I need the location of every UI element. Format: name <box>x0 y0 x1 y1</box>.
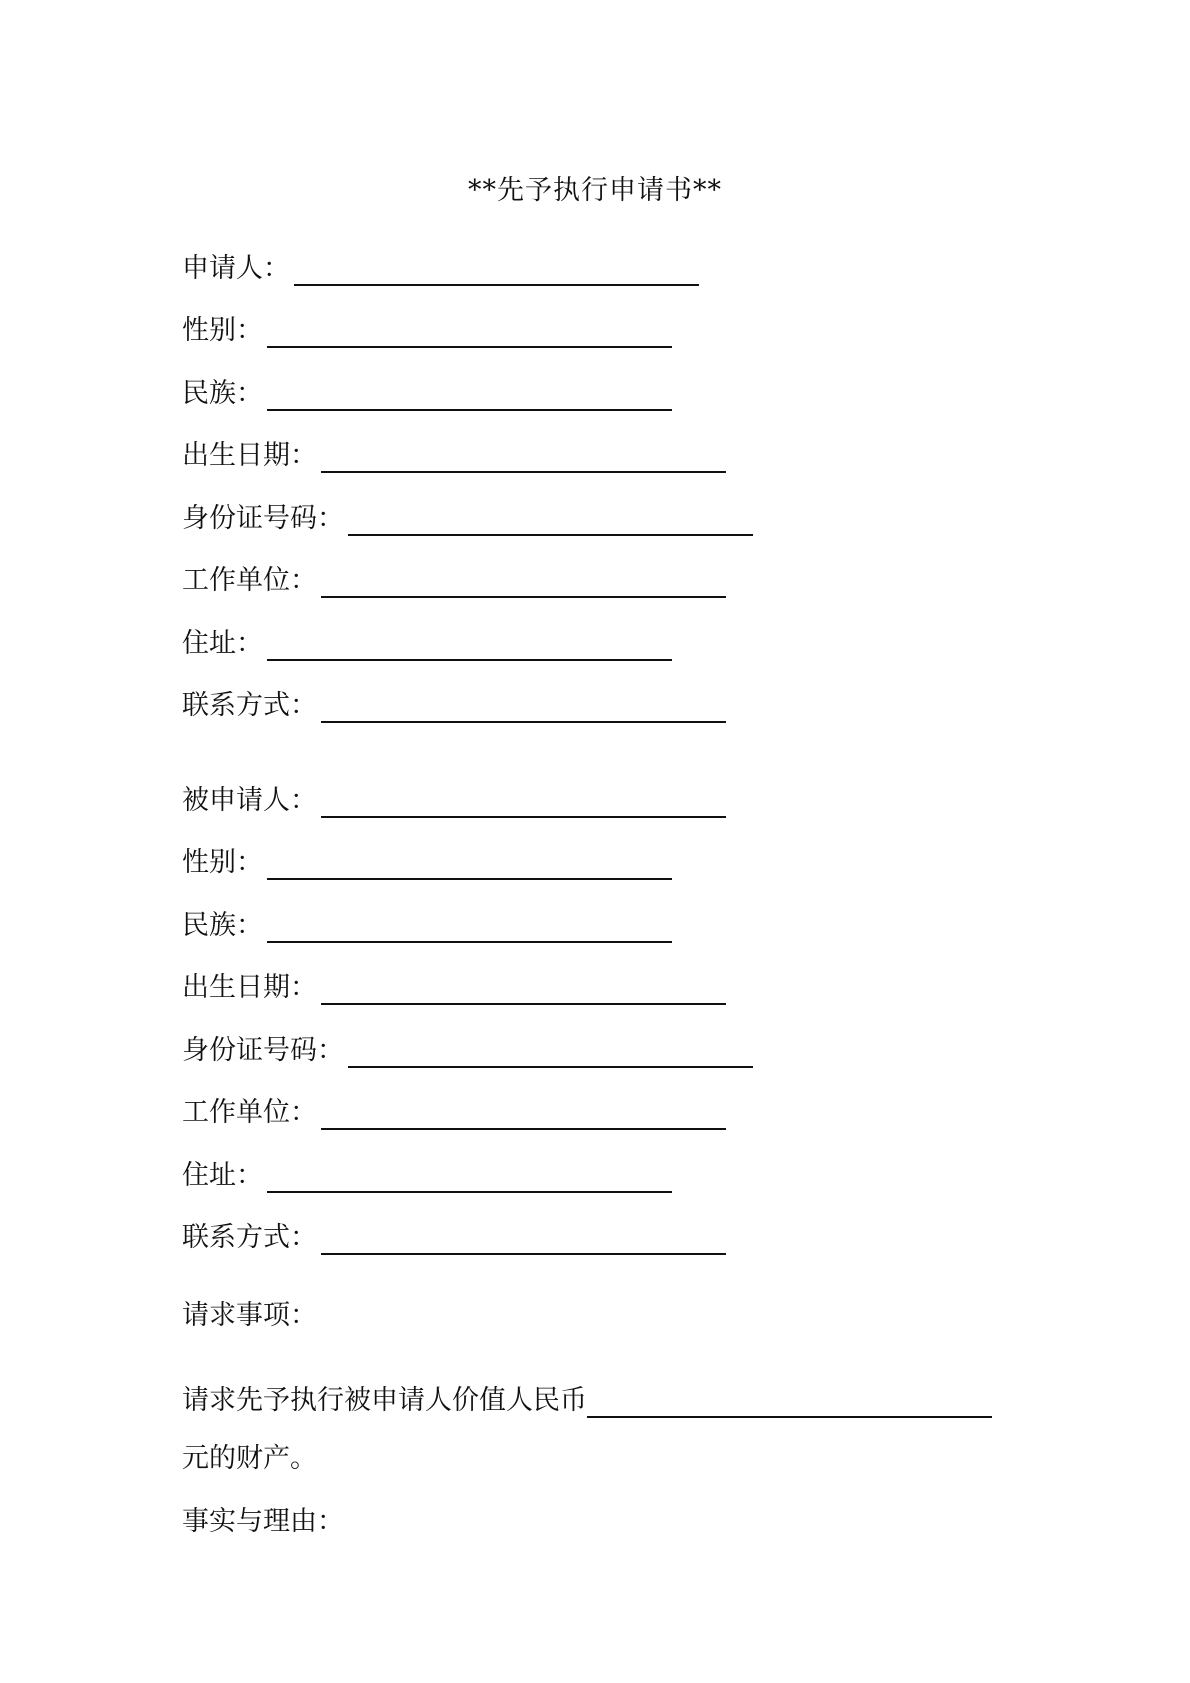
applicant-contact-row <box>182 689 726 723</box>
applicant-employer-blank[interactable] <box>321 566 726 598</box>
applicant-birthdate-row <box>182 439 726 473</box>
respondent-birthdate-label: 出生日期： <box>182 972 317 1003</box>
claim-text-before: 请求先予执行被申请人价值人民币 <box>182 1385 587 1416</box>
respondent-id-blank[interactable] <box>348 1036 753 1068</box>
respondent-address-label: 住址： <box>182 1160 263 1191</box>
respondent-birthdate-row <box>182 971 726 1005</box>
document-title: **先予执行申请书** <box>468 175 722 206</box>
respondent-id-row <box>182 1034 753 1068</box>
respondent-address-row <box>182 1159 672 1193</box>
applicant-gender-row <box>182 314 672 348</box>
applicant-birthdate-blank[interactable] <box>321 441 726 473</box>
applicant-contact-blank[interactable] <box>321 691 726 723</box>
respondent-gender-label: 性别： <box>182 847 263 878</box>
applicant-name-label: 申请人： <box>182 253 290 284</box>
applicant-employer-label: 工作单位： <box>182 565 317 596</box>
respondent-employer-label: 工作单位： <box>182 1097 317 1128</box>
respondent-ethnicity-label: 民族： <box>182 910 263 941</box>
respondent-name-row <box>182 784 726 818</box>
claim-amount-row <box>182 1384 992 1418</box>
applicant-id-blank[interactable] <box>348 504 753 536</box>
respondent-name-label: 被申请人： <box>182 785 317 816</box>
claim-text-after: 元的财产。 <box>182 1443 317 1474</box>
respondent-ethnicity-blank[interactable] <box>267 911 672 943</box>
respondent-address-blank[interactable] <box>267 1161 672 1193</box>
facts-heading: 事实与理由： <box>182 1506 344 1537</box>
respondent-contact-blank[interactable] <box>321 1223 726 1255</box>
respondent-birthdate-blank[interactable] <box>321 973 726 1005</box>
respondent-gender-row <box>182 846 672 880</box>
respondent-ethnicity-row <box>182 909 672 943</box>
respondent-name-blank[interactable] <box>321 786 726 818</box>
claim-amount-blank[interactable] <box>587 1386 992 1418</box>
respondent-id-label: 身份证号码： <box>182 1035 344 1066</box>
applicant-id-label: 身份证号码： <box>182 503 344 534</box>
applicant-gender-blank[interactable] <box>267 316 672 348</box>
applicant-contact-label: 联系方式： <box>182 690 317 721</box>
applicant-birthdate-label: 出生日期： <box>182 440 317 471</box>
applicant-name-blank[interactable] <box>294 254 699 286</box>
applicant-address-blank[interactable] <box>267 629 672 661</box>
respondent-contact-label: 联系方式： <box>182 1222 317 1253</box>
respondent-employer-row <box>182 1096 726 1130</box>
applicant-address-label: 住址： <box>182 628 263 659</box>
claims-heading: 请求事项： <box>182 1300 317 1331</box>
applicant-address-row <box>182 627 672 661</box>
applicant-gender-label: 性别： <box>182 315 263 346</box>
applicant-employer-row <box>182 564 726 598</box>
applicant-name-row <box>182 252 699 286</box>
respondent-employer-blank[interactable] <box>321 1098 726 1130</box>
applicant-ethnicity-blank[interactable] <box>267 379 672 411</box>
applicant-ethnicity-label: 民族： <box>182 378 263 409</box>
respondent-gender-blank[interactable] <box>267 848 672 880</box>
applicant-ethnicity-row <box>182 377 672 411</box>
respondent-contact-row <box>182 1221 726 1255</box>
applicant-id-row <box>182 502 753 536</box>
